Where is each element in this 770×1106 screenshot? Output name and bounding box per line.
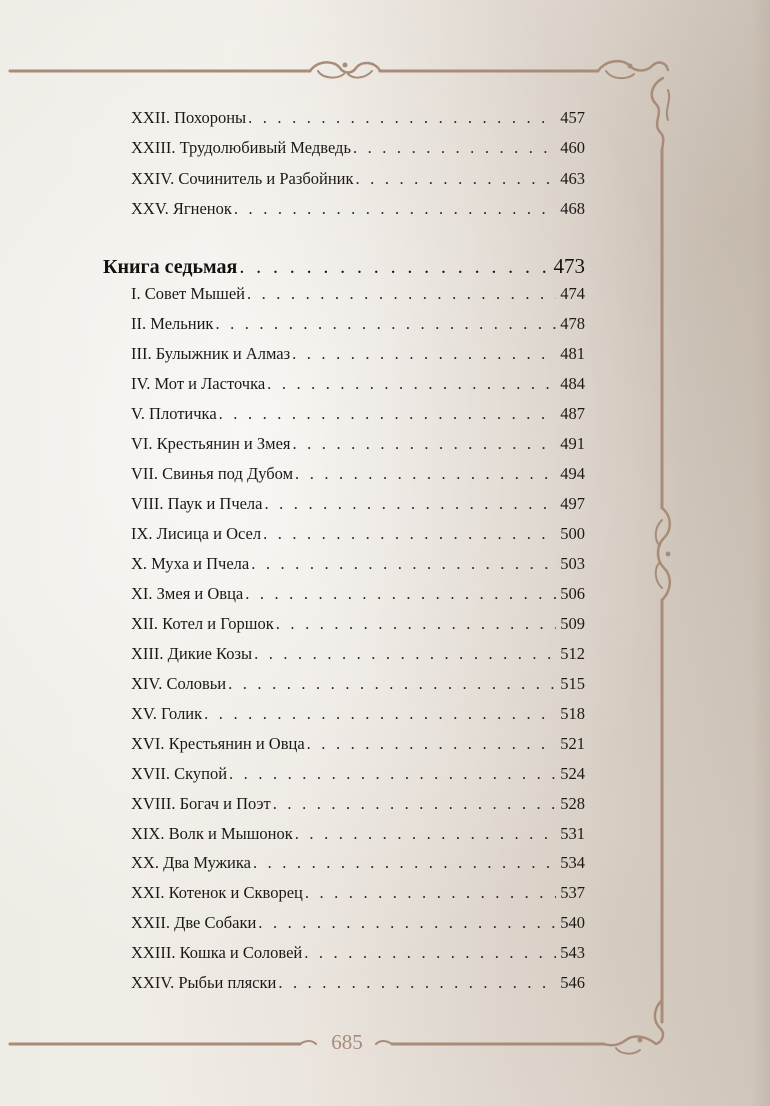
entry-page-number: 521 bbox=[560, 734, 585, 753]
toc-entry[interactable] bbox=[131, 824, 585, 844]
entry-page-number: 481 bbox=[560, 344, 585, 363]
dot-leader bbox=[305, 883, 556, 903]
dot-leader bbox=[278, 973, 556, 993]
toc-entry[interactable] bbox=[131, 199, 585, 219]
entry-title: I. Совет Мышей bbox=[131, 284, 245, 303]
entry-title: VI. Крестьянин и Змея bbox=[131, 434, 291, 453]
dot-leader bbox=[356, 169, 557, 189]
toc-entry[interactable] bbox=[131, 138, 585, 158]
toc-entry[interactable] bbox=[131, 494, 585, 514]
entry-page-number: 497 bbox=[560, 494, 585, 513]
entry-title: XVIII. Богач и Поэт bbox=[131, 794, 271, 813]
toc-entry[interactable] bbox=[131, 554, 585, 574]
entry-title: XXII. Две Собаки bbox=[131, 913, 257, 932]
toc-entry[interactable] bbox=[131, 284, 585, 304]
entry-page-number: 503 bbox=[560, 554, 585, 573]
entry-title: XII. Котел и Горшок bbox=[131, 614, 274, 633]
toc-entry[interactable] bbox=[131, 734, 585, 754]
book-title: Книга седьмая bbox=[103, 256, 238, 278]
dot-leader bbox=[353, 138, 556, 158]
dot-leader bbox=[265, 494, 557, 514]
toc-entry[interactable] bbox=[131, 169, 585, 189]
entry-title: XXIV. Рыбьи пляски bbox=[131, 973, 277, 992]
dot-leader bbox=[258, 913, 556, 933]
toc-entry[interactable] bbox=[131, 973, 585, 993]
book-heading[interactable] bbox=[103, 254, 585, 279]
toc-entry[interactable] bbox=[131, 464, 585, 484]
entry-title: III. Булыжник и Алмаз bbox=[131, 344, 291, 363]
dot-leader bbox=[295, 464, 556, 484]
dot-leader bbox=[273, 794, 556, 814]
entry-title: XXI. Котенок и Скворец bbox=[131, 883, 303, 902]
dot-leader bbox=[228, 674, 556, 694]
toc-entry[interactable] bbox=[131, 674, 585, 694]
entry-title: IX. Лисица и Осел bbox=[131, 524, 262, 543]
toc-entry[interactable] bbox=[131, 404, 585, 424]
toc-entry[interactable] bbox=[131, 374, 585, 394]
entry-page-number: 537 bbox=[560, 883, 585, 902]
toc-entry[interactable] bbox=[131, 314, 585, 334]
entry-page-number: 515 bbox=[560, 674, 585, 693]
dot-leader bbox=[204, 704, 556, 724]
toc-entry[interactable] bbox=[131, 794, 585, 814]
entry-page-number: 457 bbox=[560, 108, 585, 127]
entry-page-number: 540 bbox=[560, 913, 585, 932]
page-number: 685 bbox=[331, 1030, 363, 1054]
entry-page-number: 543 bbox=[560, 943, 585, 962]
entry-title: XIV. Соловьи bbox=[131, 674, 227, 693]
entry-title: VII. Свинья под Дубом bbox=[131, 464, 294, 483]
entry-page-number: 531 bbox=[560, 824, 585, 843]
entry-title: IV. Мот и Ласточка bbox=[131, 374, 266, 393]
dot-leader bbox=[215, 314, 556, 334]
entry-title: XVII. Скупой bbox=[131, 764, 228, 783]
dot-leader bbox=[293, 434, 557, 454]
entry-page-number: 506 bbox=[560, 584, 585, 603]
entry-page-number: 494 bbox=[560, 464, 585, 483]
dot-leader bbox=[239, 255, 549, 279]
dot-leader bbox=[247, 284, 556, 304]
toc-entry[interactable] bbox=[131, 943, 585, 963]
toc-entry[interactable] bbox=[131, 108, 585, 128]
entry-title: XXIII. Трудолюбивый Медведь bbox=[131, 138, 351, 157]
dot-leader bbox=[251, 554, 556, 574]
entry-title: XIII. Дикие Козы bbox=[131, 644, 253, 663]
toc-entry[interactable] bbox=[131, 644, 585, 664]
dot-leader bbox=[267, 374, 556, 394]
entry-title: II. Мельник bbox=[131, 314, 214, 333]
entry-title: XIX. Волк и Мышонок bbox=[131, 824, 293, 843]
entry-title: X. Муха и Пчела bbox=[131, 554, 250, 573]
entry-title: XX. Два Мужика bbox=[131, 853, 251, 872]
entry-page-number: 518 bbox=[560, 704, 585, 723]
dot-leader bbox=[276, 614, 556, 634]
toc-entry[interactable] bbox=[131, 434, 585, 454]
entry-page-number: 478 bbox=[560, 314, 585, 333]
dot-leader bbox=[245, 584, 556, 604]
toc-entry[interactable] bbox=[131, 584, 585, 604]
entry-title: VIII. Паук и Пчела bbox=[131, 494, 263, 513]
dot-leader bbox=[253, 853, 556, 873]
dot-leader bbox=[263, 524, 556, 544]
entry-page-number: 512 bbox=[560, 644, 585, 663]
entry-title: XXV. Ягненок bbox=[131, 199, 232, 218]
entry-page-number: 460 bbox=[560, 138, 585, 157]
book-page-number: 473 bbox=[553, 254, 585, 278]
dot-leader bbox=[234, 199, 556, 219]
entry-page-number: 546 bbox=[560, 973, 585, 992]
entry-page-number: 500 bbox=[560, 524, 585, 543]
dot-leader bbox=[292, 344, 556, 364]
toc-entry[interactable] bbox=[131, 524, 585, 544]
entry-page-number: 484 bbox=[560, 374, 585, 393]
entry-page-number: 474 bbox=[560, 284, 585, 303]
toc-entry[interactable] bbox=[131, 764, 585, 784]
entry-title: XI. Змея и Овца bbox=[131, 584, 244, 603]
entry-title: XXIII. Кошка и Соловей bbox=[131, 943, 303, 962]
entry-page-number: 463 bbox=[560, 169, 585, 188]
entry-page-number: 528 bbox=[560, 794, 585, 813]
dot-leader bbox=[248, 108, 556, 128]
dot-leader bbox=[307, 734, 557, 754]
toc-entry[interactable] bbox=[131, 853, 585, 873]
toc-entry[interactable] bbox=[131, 704, 585, 724]
entry-title: XV. Голик bbox=[131, 704, 203, 723]
toc-entry[interactable] bbox=[131, 614, 585, 634]
dot-leader bbox=[229, 764, 556, 784]
entry-page-number: 509 bbox=[560, 614, 585, 633]
entry-page-number: 491 bbox=[560, 434, 585, 453]
toc-entry[interactable] bbox=[131, 913, 585, 933]
entry-title: XXII. Похороны bbox=[131, 108, 247, 127]
dot-leader bbox=[295, 824, 556, 844]
dot-leader bbox=[254, 644, 556, 664]
entry-page-number: 524 bbox=[560, 764, 585, 783]
entry-page-number: 468 bbox=[560, 199, 585, 218]
toc-entry[interactable] bbox=[131, 344, 585, 364]
entry-title: V. Плотичка bbox=[131, 404, 217, 423]
entry-title: XVI. Крестьянин и Овца bbox=[131, 734, 305, 753]
dot-leader bbox=[219, 404, 557, 424]
toc-entry[interactable] bbox=[131, 883, 585, 903]
dot-leader bbox=[304, 943, 556, 963]
entry-page-number: 534 bbox=[560, 853, 585, 872]
entry-page-number: 487 bbox=[560, 404, 585, 423]
entry-title: XXIV. Сочинитель и Разбойник bbox=[131, 169, 354, 188]
